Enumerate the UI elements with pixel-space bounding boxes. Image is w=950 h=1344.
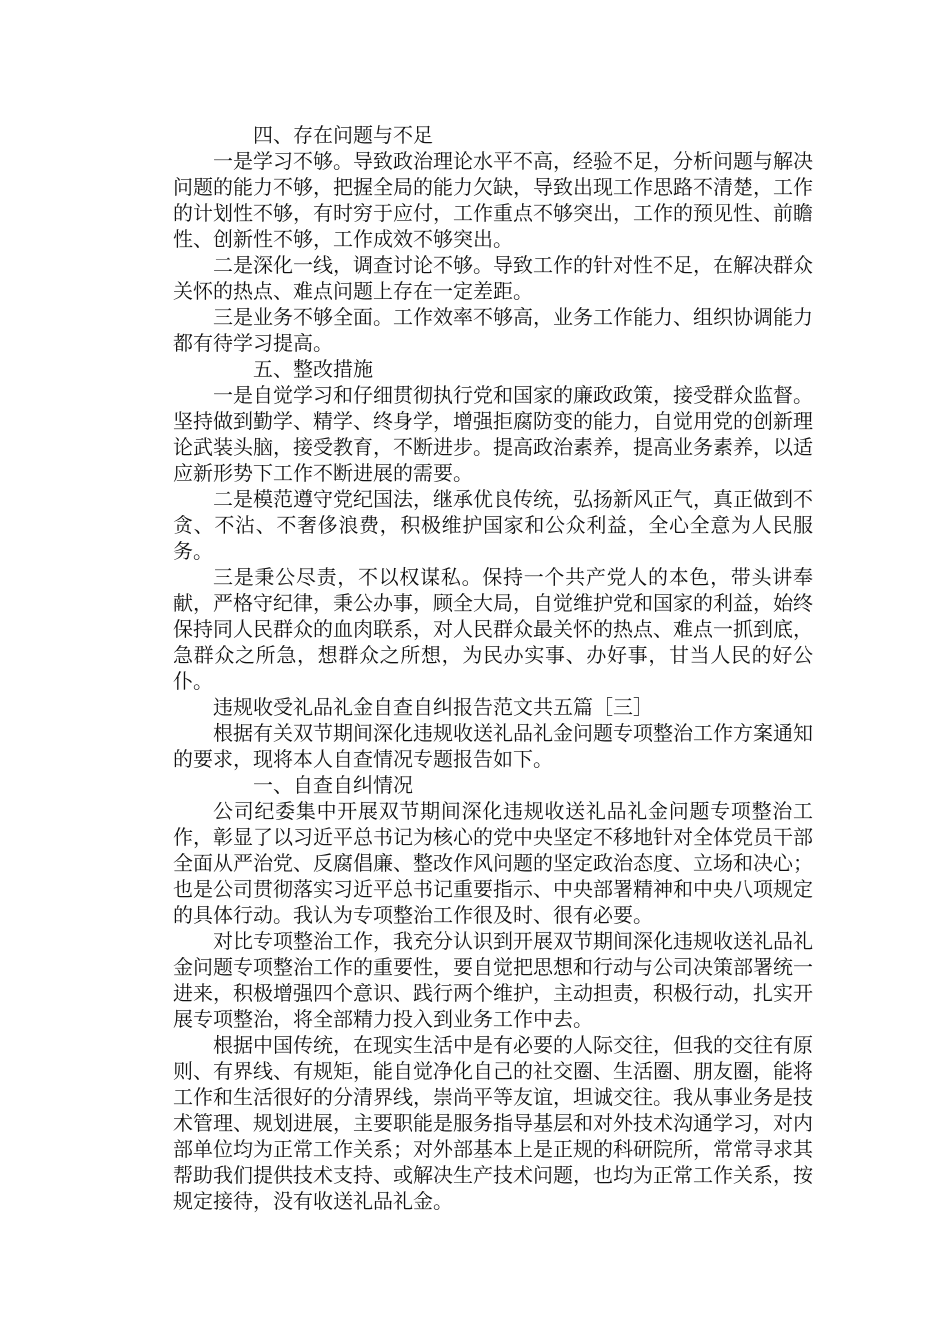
- report-title: 违规收受礼品礼金自查自纠报告范文共五篇［三］: [213, 695, 653, 719]
- document-body: [173, 122, 813, 1214]
- section-heading-5: 五、整改措施: [253, 357, 373, 381]
- paragraph: 二是模范遵守党纪国法，继承优良传统，弘扬新风正气，真正做到不贪、不沾、不奢侈浪费，积极维护国家和公众利益，全心全意为人民服务。: [173, 487, 813, 563]
- paragraph: 一是学习不够。导致政治理论水平不高，经验不足，分析问题与解决问题的能力不够，把握全局的能力欠缺，导致出现工作思路不清楚，工作的计划性不够，有时穷于应付，工作重点不够突出，工作的预见性、前瞻性、创新性不够，工作成效不够突出。: [173, 149, 813, 251]
- section-heading-1: 一、自查自纠情况: [253, 773, 413, 797]
- paragraph: 一是自觉学习和仔细贯彻执行党和国家的廉政政策，接受群众监督。坚持做到勤学、精学、终身学，增强拒腐防变的能力，自觉用党的创新理论武装头脑，接受教育，不断进步。提高政治素养，提高业务素养，以适应新形势下工作不断进展的需要。: [173, 383, 813, 485]
- section-heading-4: 四、存在问题与不足: [253, 123, 433, 147]
- paragraph: 对比专项整治工作，我充分认识到开展双节期间深化违规收送礼品礼金问题专项整治工作的重要性，要自觉把思想和行动与公司决策部署统一进来，积极增强四个意识、践行两个维护，主动担责，积极行动，扎实开展专项整治，将全部精力投入到业务工作中去。: [173, 929, 813, 1031]
- paragraph: 三是秉公尽责，不以权谋私。保持一个共产党人的本色，带头讲奉献，严格守纪律，秉公办事，顾全大局，自觉维护党和国家的利益，始终保持同人民群众的血肉联系，对人民群众最关怀的热点、难点一抓到底，急群众之所急，想群众之所想，为民办实事、办好事，甘当人民的好公仆。: [173, 565, 813, 693]
- paragraph: 根据中国传统，在现实生活中是有必要的人际交往，但我的交往有原则、有界线、有规矩，能自觉净化自己的社交圈、生活圈、朋友圈，能将工作和生活很好的分清界线，崇尚平等友谊，坦诚交往。我从事业务是技术管理、规划进展，主要职能是服务指导基层和对外技术沟通学习，对内部单位均为正常工作关系；对外部基本上是正规的科研院所，常常寻求其帮助我们提供技术支持、或解决生产技术问题，也均为正常工作关系，按规定接待，没有收送礼品礼金。: [173, 1033, 813, 1213]
- paragraph: 根据有关双节期间深化违规收送礼品礼金问题专项整治工作方案通知的要求，现将本人自查情况专题报告如下。: [173, 721, 813, 771]
- paragraph: 二是深化一线，调查讨论不够。导致工作的针对性不足，在解决群众关怀的热点、难点问题上存在一定差距。: [173, 253, 813, 303]
- paragraph: 公司纪委集中开展双节期间深化违规收送礼品礼金问题专项整治工作，彰显了以习近平总书记为核心的党中央坚定不移地针对全体党员干部全面从严治党、反腐倡廉、整改作风问题的坚定政治态度、立场和决心；也是公司贯彻落实习近平总书记重要指示、中央部署精神和中央八项规定的具体行动。我认为专项整治工作很及时、很有必要。: [173, 799, 813, 927]
- paragraph: 三是业务不够全面。工作效率不够高，业务工作能力、组织协调能力都有待学习提高。: [173, 305, 813, 355]
